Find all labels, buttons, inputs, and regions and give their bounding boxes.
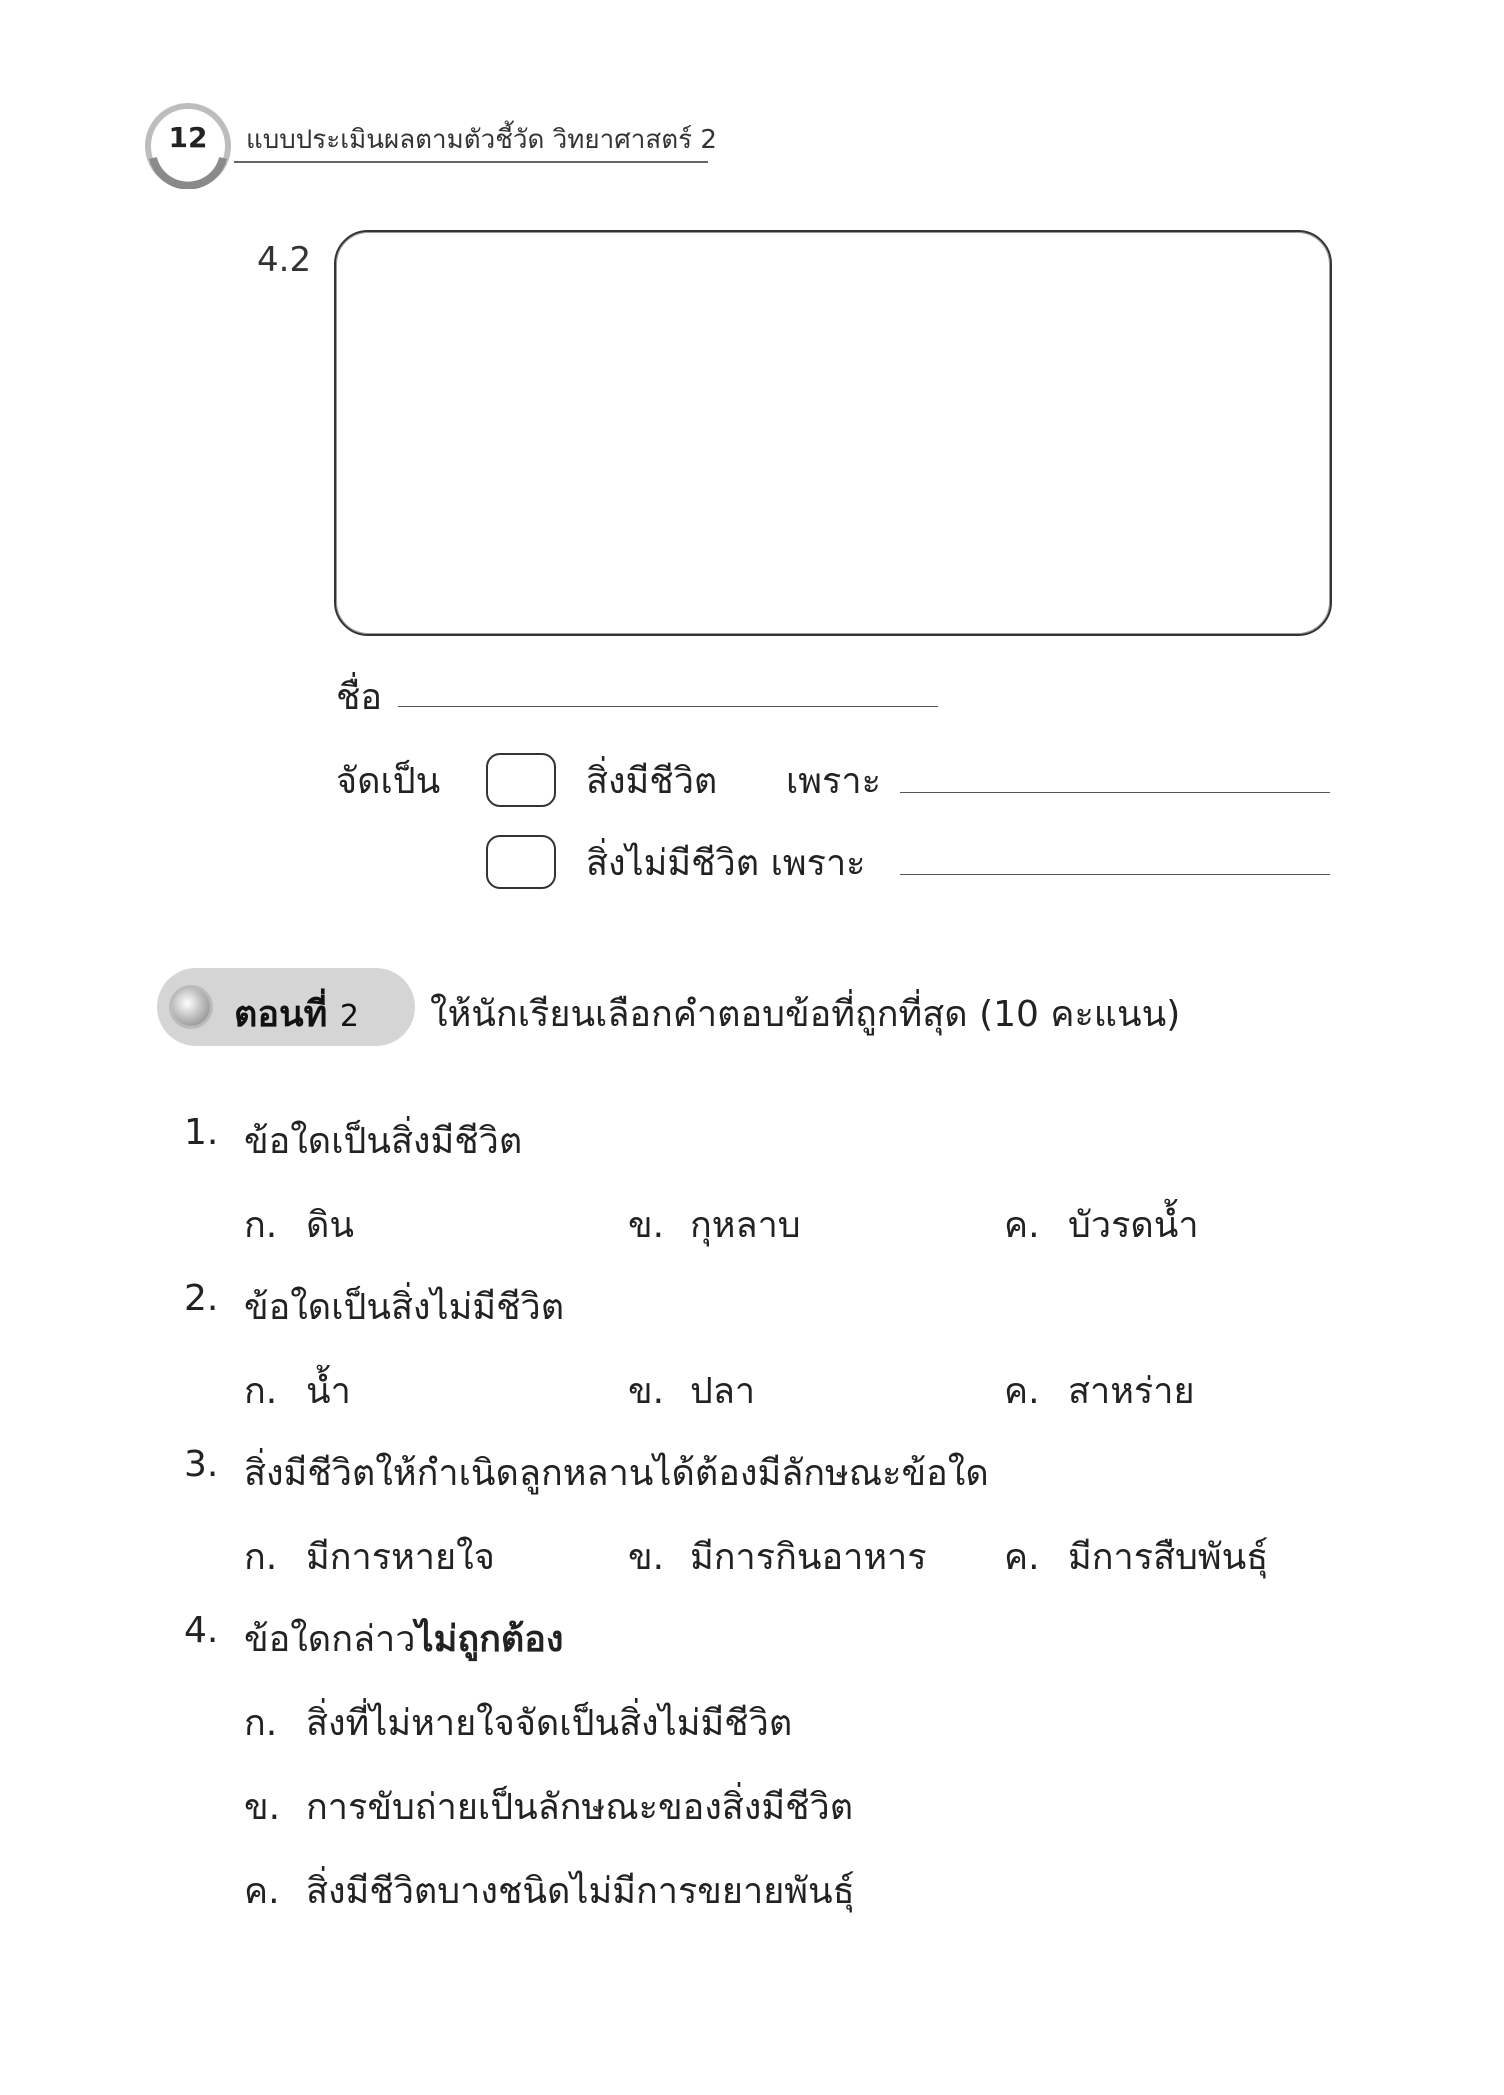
choice-text[interactable]: บัวรดน้ำ xyxy=(1068,1205,1199,1246)
name-label: ชื่อ xyxy=(336,677,383,718)
header-divider xyxy=(234,161,708,163)
living-checkbox[interactable] xyxy=(486,753,556,807)
nonliving-option-label: สิ่งไม่มีชีวิต เพราะ xyxy=(586,843,866,884)
part-number: 2 xyxy=(339,999,359,1034)
choice-text[interactable]: ปลา xyxy=(690,1371,756,1412)
question-text xyxy=(244,1610,564,1667)
question-text-emphasis: ไม่ถูกต้อง xyxy=(415,1619,564,1660)
page-number: 12 xyxy=(168,121,208,154)
choice-letter[interactable]: ข. xyxy=(628,1371,665,1412)
choice-letter[interactable]: ข. xyxy=(244,1787,281,1828)
question-text: ข้อใดเป็นสิ่งไม่มีชีวิต xyxy=(244,1287,565,1328)
choice-letter[interactable]: ก. xyxy=(244,1537,278,1578)
choice-text[interactable]: สาหร่าย xyxy=(1068,1371,1195,1412)
choice-text[interactable]: น้ำ xyxy=(306,1371,351,1412)
item-number: 4.2 xyxy=(257,240,312,280)
part-2-instruction: ให้นักเรียนเลือกคำตอบข้อที่ถูกที่สุด (10 คะแนน) xyxy=(430,994,1181,1035)
name-answer-line[interactable] xyxy=(398,706,938,707)
choice-text[interactable]: มีการกินอาหาร xyxy=(690,1537,927,1578)
choice-letter[interactable]: ค. xyxy=(1004,1537,1040,1578)
question-text-prefix: ข้อใดกล่าว xyxy=(244,1619,416,1660)
nonliving-checkbox[interactable] xyxy=(486,835,556,889)
choice-text[interactable]: มีการสืบพันธุ์ xyxy=(1068,1537,1269,1578)
choice-letter[interactable]: ข. xyxy=(628,1205,665,1246)
choice-letter[interactable]: ก. xyxy=(244,1205,278,1246)
question-text: สิ่งมีชีวิตให้กำเนิดลูกหลานได้ต้องมีลักษณะข้อใด xyxy=(244,1453,989,1494)
drawing-area[interactable] xyxy=(334,230,1332,636)
part-2-label xyxy=(234,985,359,1042)
living-option-label: สิ่งมีชีวิต xyxy=(586,761,718,802)
question-number: 1. xyxy=(184,1112,219,1153)
choice-text[interactable]: การขับถ่ายเป็นลักษณะของสิ่งมีชีวิต xyxy=(306,1787,854,1828)
nonliving-reason-line[interactable] xyxy=(900,874,1330,875)
classify-label: จัดเป็น xyxy=(336,761,441,802)
choice-letter[interactable]: ค. xyxy=(244,1871,280,1912)
choice-text[interactable]: มีการหายใจ xyxy=(306,1537,495,1578)
header-title: แบบประเมินผลตามตัวชี้วัด วิทยาศาสตร์ 2 xyxy=(246,125,717,155)
question-number: 2. xyxy=(184,1278,219,1319)
bullet-icon xyxy=(172,988,210,1026)
choice-text[interactable]: สิ่งมีชีวิตบางชนิดไม่มีการขยายพันธุ์ xyxy=(306,1871,855,1912)
choice-letter[interactable]: ก. xyxy=(244,1371,278,1412)
choice-text[interactable]: ดิน xyxy=(306,1205,354,1246)
choice-text[interactable]: สิ่งที่ไม่หายใจจัดเป็นสิ่งไม่มีชีวิต xyxy=(306,1703,793,1744)
part-label-text: ตอนที่ xyxy=(234,994,328,1035)
choice-letter[interactable]: ก. xyxy=(244,1703,278,1744)
because-label: เพราะ xyxy=(786,761,881,802)
question-number: 4. xyxy=(184,1610,219,1651)
living-reason-line[interactable] xyxy=(900,792,1330,793)
question-number: 3. xyxy=(184,1444,219,1485)
choice-letter[interactable]: ค. xyxy=(1004,1371,1040,1412)
choice-letter[interactable]: ค. xyxy=(1004,1205,1040,1246)
question-text: ข้อใดเป็นสิ่งมีชีวิต xyxy=(244,1121,523,1162)
choice-letter[interactable]: ข. xyxy=(628,1537,665,1578)
choice-text[interactable]: กุหลาบ xyxy=(690,1205,801,1246)
